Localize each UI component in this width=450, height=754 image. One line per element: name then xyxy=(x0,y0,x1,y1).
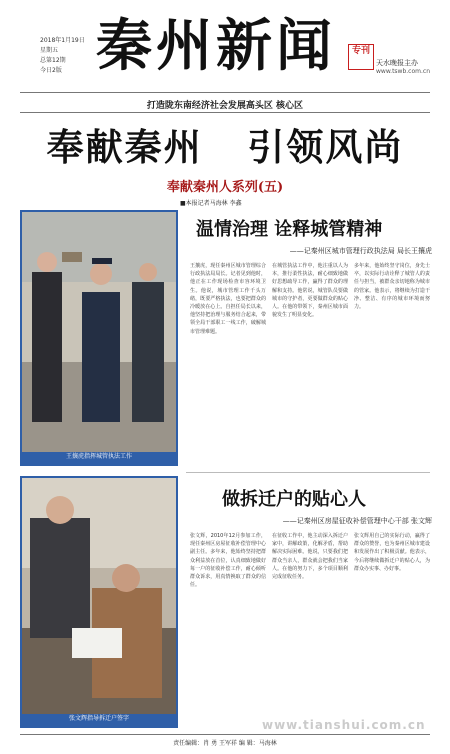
issue-number: 总第12期 xyxy=(40,57,66,64)
story2-column: 张文辉用自己的实际行动，赢得了群众的赞誉，也为秦州区城市建设和发展作出了积极贡献。他表示，今后将继续做拆迁户的贴心人，为群众办实事、办好事。 xyxy=(354,533,430,572)
site-watermark: www.tianshui.com.cn xyxy=(262,718,426,732)
issue-info xyxy=(40,36,100,76)
story2-body xyxy=(190,532,430,728)
byline: ■本报记者马海林 李鑫 xyxy=(180,200,242,207)
issue-date: 2018年1月19日 xyxy=(40,37,85,44)
main-headline: 奉献秦州 引领风尚 xyxy=(46,125,404,169)
story1-photo xyxy=(20,210,178,466)
series-title: 奉献秦州人系列(五) xyxy=(166,180,284,195)
publisher-brand: 天水晚报主办 xyxy=(376,59,418,67)
story2-column: 张文辉，2010年12月参加工作，现任秦州区房屋征收补偿管理中心副主任。多年来，他始终坚持把群众利益放在首位，认真细致地做好每一户的征收补偿工作，耐心倾听群众诉求，用真情换取了群众的信任。 xyxy=(190,533,266,589)
story2-photo xyxy=(20,476,178,728)
publisher-url: www.tswb.com.cn xyxy=(376,68,431,75)
story1-subtitle: ——记秦州区城市管理行政执法局 局长王攘虎 xyxy=(289,247,432,255)
story2-photo-caption: 张文辉指导拆迁户签字 xyxy=(68,715,129,722)
photo-city-officials xyxy=(22,212,176,452)
issue-pages: 今日2版 xyxy=(40,67,62,74)
divider xyxy=(20,734,430,735)
slogan: 打造陇东南经济社会发展高头区 核心区 xyxy=(146,101,304,111)
story1-column: 多年来，他始终坚守岗位，身先士卒，以实际行动诠释了城管人的责任与担当，被群众亲切地称为城市的管家。他表示，将继续为打造干净、整洁、有序的城市环境而努力。 xyxy=(354,263,430,311)
story1-column: 在城管执法工作中，他注重以人为本，推行柔性执法，耐心细致地做好思想疏导工作，赢得了群众的理解和支持。他常说，城管队员要做城市的守护者，更要做群众的贴心人。在他的带领下，秦州区城市面貌发生了明显变化。 xyxy=(272,263,348,319)
special-edition-seal: 专刊 xyxy=(348,44,374,70)
story2-column: 在征收工作中，他主动深入拆迁户家中，讲解政策，化解矛盾，帮助解决实际困难。他说，只要我们把群众当亲人，群众就会把我们当家人。在他的努力下，多个项目顺利完成征收任务。 xyxy=(272,533,348,581)
story1-photo-caption: 王攘虎指挥城管执法工作 xyxy=(65,453,132,460)
divider xyxy=(20,92,430,93)
divider xyxy=(186,472,430,473)
story1-column: 王攘虎，现任秦州区城市管理综合行政执法局局长。记者见到他时，他正在工作现场检查市容环境卫生。他说，城市管理工作千头万绪，既要严格执法，也要把群众的冷暖放在心上。自担任局长以来，他坚持把治理与服务结合起来，带领全局干部职工一线工作，破解城市管理难题。 xyxy=(190,263,266,335)
divider xyxy=(20,112,430,113)
masthead-title: 秦州新闻 xyxy=(96,13,336,79)
editor-credits: 责任编辑：肖 勇 王军祥 编 辑：马海林 xyxy=(173,740,277,747)
story1-title: 温情治理 诠释城管精神 xyxy=(196,219,383,240)
story1-body xyxy=(190,262,430,476)
story2-subtitle: ——记秦州区房屋征收补偿管理中心干部 张文辉 xyxy=(282,517,432,525)
story2-title: 做拆迁户的贴心人 xyxy=(222,489,366,510)
issue-weekday: 星期五 xyxy=(40,47,59,54)
photo-signing-papers xyxy=(22,478,176,714)
